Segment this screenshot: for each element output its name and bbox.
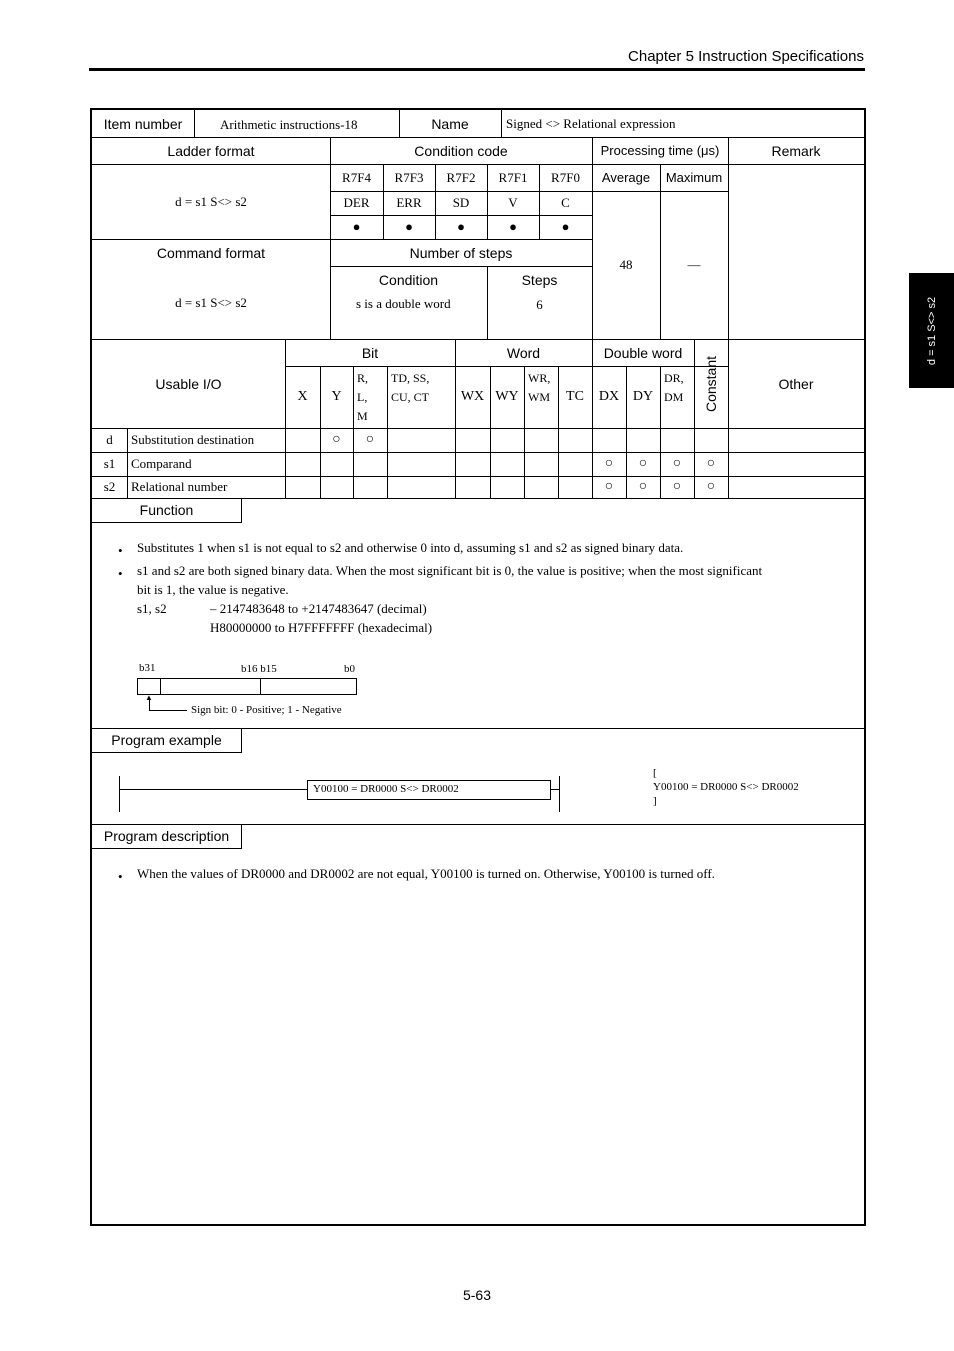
condition-label: Condition [378,271,439,288]
io-col-td-ss: TD, SS, CU, CT [391,371,430,404]
ladder-format-label: Ladder format [167,142,255,159]
processing-time-label: Processing time (μs) [600,143,720,158]
io-row-s1-mark-const: ○ [706,456,716,471]
bit-b0-label: b0 [344,663,355,675]
function-bullet-2a: s1 and s2 are both signed binary data. When the most significant bit is 0, the value is positive; when the most significant [137,563,763,578]
io-row-s2-code: s2 [103,479,116,494]
reg-r7f4: R7F4 [342,169,371,185]
bracket-open: [ [653,767,657,779]
usable-io-label: Usable I/O [155,375,222,392]
flag-c: C [561,195,570,210]
io-col-dx: DX [598,389,620,404]
flag-mark-c: ● [561,219,570,234]
chapter-heading: Chapter 5 Instruction Specifications [628,48,864,65]
io-row-s1-mark-dr: ○ [672,456,682,471]
reg-r7f0: R7F0 [551,169,580,185]
header-rule [89,68,865,71]
io-row-s2-mark-dr: ○ [672,479,682,494]
flag-mark-der: ● [352,219,361,234]
io-col-dr-dm: DR, DM [664,371,684,404]
item-number-label: Item number [103,115,183,132]
other-label: Other [778,375,814,392]
constant-label-text: Constant [703,355,720,412]
item-number-value: Arithmetic instructions-18 [220,117,358,132]
side-tab [909,273,954,388]
range-label: s1, s2 [137,601,167,616]
condition-code-label: Condition code [414,142,508,159]
program-description-bullet-1: When the values of DR0000 and DR0002 are not equal, Y00100 is turned on. Otherwise, Y00100 is turned off. [137,866,715,881]
io-row-s2-mark-const: ○ [706,479,716,494]
flag-mark-sd: ● [457,219,465,234]
bit-b31-label: b31 [139,662,156,674]
range-hex: H80000000 to H7FFFFFFF (hexadecimal) [210,620,433,635]
bullet-dot: • [118,543,123,558]
word-label: Word [506,344,541,361]
flag-sd: SD [452,195,470,210]
remark-label: Remark [771,142,821,159]
flag-v: V [508,195,518,210]
flag-err: ERR [396,195,422,210]
io-row-s1-mark-dx: ○ [604,456,614,471]
io-col-dy: DY [632,389,654,404]
side-tab-label: d = s1 S<> s2 [925,296,938,365]
bullet-dot: • [118,566,123,581]
io-row-s2-mark-dx: ○ [604,479,614,494]
command-format-value: d = s1 S<> s2 [175,294,247,310]
condition-value: s is a double word [356,296,451,311]
command-text: Y00100 = DR0000 S<> DR0002 [653,781,799,793]
average-value: 48 [619,257,633,272]
reg-r7f1: R7F1 [498,169,528,185]
ladder-instruction-text: Y00100 = DR0000 S<> DR0002 [313,783,459,795]
name-label: Name [431,115,469,132]
range-decimal: – 2147483648 to +2147483647 (decimal) [210,601,427,616]
bit-label: Bit [361,344,379,361]
function-bullet-2b: bit is 1, the value is negative. [137,582,289,597]
reg-r7f3: R7F3 [394,169,424,185]
double-word-label: Double word [603,344,683,361]
io-col-rlm: R, L, M [357,371,369,423]
function-bullet-1: Substitutes 1 when s1 is not equal to s2 and otherwise 0 into d, assuming s1 and s2 as signed binary data. [137,540,684,555]
bracket-close: ] [653,795,657,807]
ladder-format-value: d = s1 S<> s2 [175,193,247,209]
number-of-steps-label: Number of steps [409,244,513,261]
io-row-s2-desc: Relational number [131,479,228,494]
maximum-label: Maximum [665,170,723,185]
io-row-s2-mark-dy: ○ [638,479,648,494]
io-col-wy: WY [495,389,519,404]
io-col-y: Y [331,389,342,404]
flag-der: DER [343,195,370,210]
function-label: Function [92,498,242,523]
io-col-wr-wm: WR, WM [528,371,551,404]
command-format-label: Command format [156,244,266,261]
steps-label: Steps [521,271,558,288]
bullet-dot: • [118,869,123,884]
io-col-x: X [297,389,308,404]
io-col-wx: WX [460,389,485,404]
io-row-s1-desc: Comparand [131,456,192,471]
page-number: 5-63 [462,1287,492,1303]
maximum-value: — [687,257,701,272]
io-row-d-mark-y: ○ [332,432,341,447]
flag-mark-v: ● [509,219,517,234]
io-row-s1-code: s1 [103,456,116,471]
constant-label [694,339,728,428]
bit-register-box [137,678,357,695]
io-row-s1-mark-dy: ○ [638,456,648,471]
io-row-d-mark-rlm: ○ [365,432,375,447]
io-col-tc: TC [566,389,584,404]
io-row-d-desc: Substitution destination [131,432,255,447]
ladder-left-rail [119,776,120,812]
bit-b16-b15-label: b16 b15 [241,663,277,675]
name-value: Signed <> Relational expression [506,116,676,131]
sign-bit-note: Sign bit: 0 - Positive; 1 - Negative [191,704,342,716]
sign-bit-arrow-icon: ▲ [145,693,153,702]
program-example-label: Program example [92,728,242,753]
reg-r7f2: R7F2 [446,169,476,185]
steps-value: 6 [536,297,543,312]
average-label: Average [601,170,651,185]
ladder-right-rail [559,776,560,812]
io-row-d-code: d [106,432,113,447]
flag-mark-err: ● [405,219,413,234]
instruction-sheet [90,108,866,1226]
program-description-label: Program description [92,824,242,849]
